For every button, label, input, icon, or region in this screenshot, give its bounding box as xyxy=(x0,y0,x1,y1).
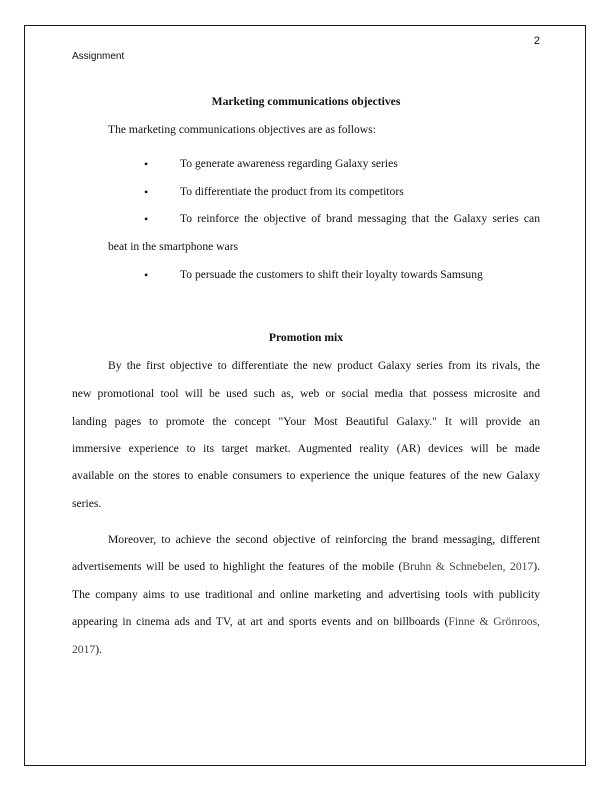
paragraph-line: 2017). xyxy=(72,643,102,656)
paragraph-line: appearing in cinema ads and TV, at art and sports events and on billboards (Finne & Grönroos, xyxy=(72,615,540,628)
paragraph-line: By the first objective to differentiate the new product Galaxy series from its rivals, the xyxy=(108,359,540,372)
section-heading-promotion-mix: Promotion mix xyxy=(268,331,344,344)
citation: Bruhn & Schnebelen, 2017 xyxy=(402,560,534,573)
paragraph-line: immersive experience to its target market. Augmented reality (AR) devices will be made xyxy=(72,442,540,455)
citation: Finne & Grönroos, xyxy=(448,615,540,628)
bullet-icon: • xyxy=(144,157,149,171)
bullet-icon: • xyxy=(144,212,149,226)
paragraph-line: available on the stores to enable consumers to experience the unique features of the new Galaxy xyxy=(72,469,540,482)
section-heading-objectives: Marketing communications objectives xyxy=(211,95,401,108)
paragraph-line: landing pages to promote the concept "Your Most Beautiful Galaxy." It will provide an xyxy=(72,415,540,428)
list-item-continuation: beat in the smartphone wars xyxy=(108,240,239,253)
bullet-icon: • xyxy=(144,268,149,282)
paragraph-line: The company aims to use traditional and online marketing and advertising tools with publicity xyxy=(72,588,540,601)
list-item: To generate awareness regarding Galaxy series xyxy=(180,157,398,170)
citation: 2017 xyxy=(72,643,96,656)
objectives-intro: The marketing communications objectives are as follows: xyxy=(108,123,376,136)
page-number: 2 xyxy=(533,35,540,47)
list-item: To differentiate the product from its competitors xyxy=(180,185,404,198)
paragraph-line: advertisements will be used to highlight the features of the mobile (Bruhn & Schnebelen, 2017). xyxy=(72,560,540,573)
list-item: To reinforce the objective of brand messaging that the Galaxy series can xyxy=(180,212,540,225)
bullet-icon: • xyxy=(144,185,149,199)
paragraph-line: series. xyxy=(72,497,102,510)
list-item: To persuade the customers to shift their loyalty towards Samsung xyxy=(180,268,483,281)
paragraph-line: new promotional tool will be used such as, web or social media that possess microsite and xyxy=(72,387,540,400)
running-head: Assignment xyxy=(72,51,125,62)
paragraph-line: Moreover, to achieve the second objective of reinforcing the brand messaging, different xyxy=(108,533,540,546)
